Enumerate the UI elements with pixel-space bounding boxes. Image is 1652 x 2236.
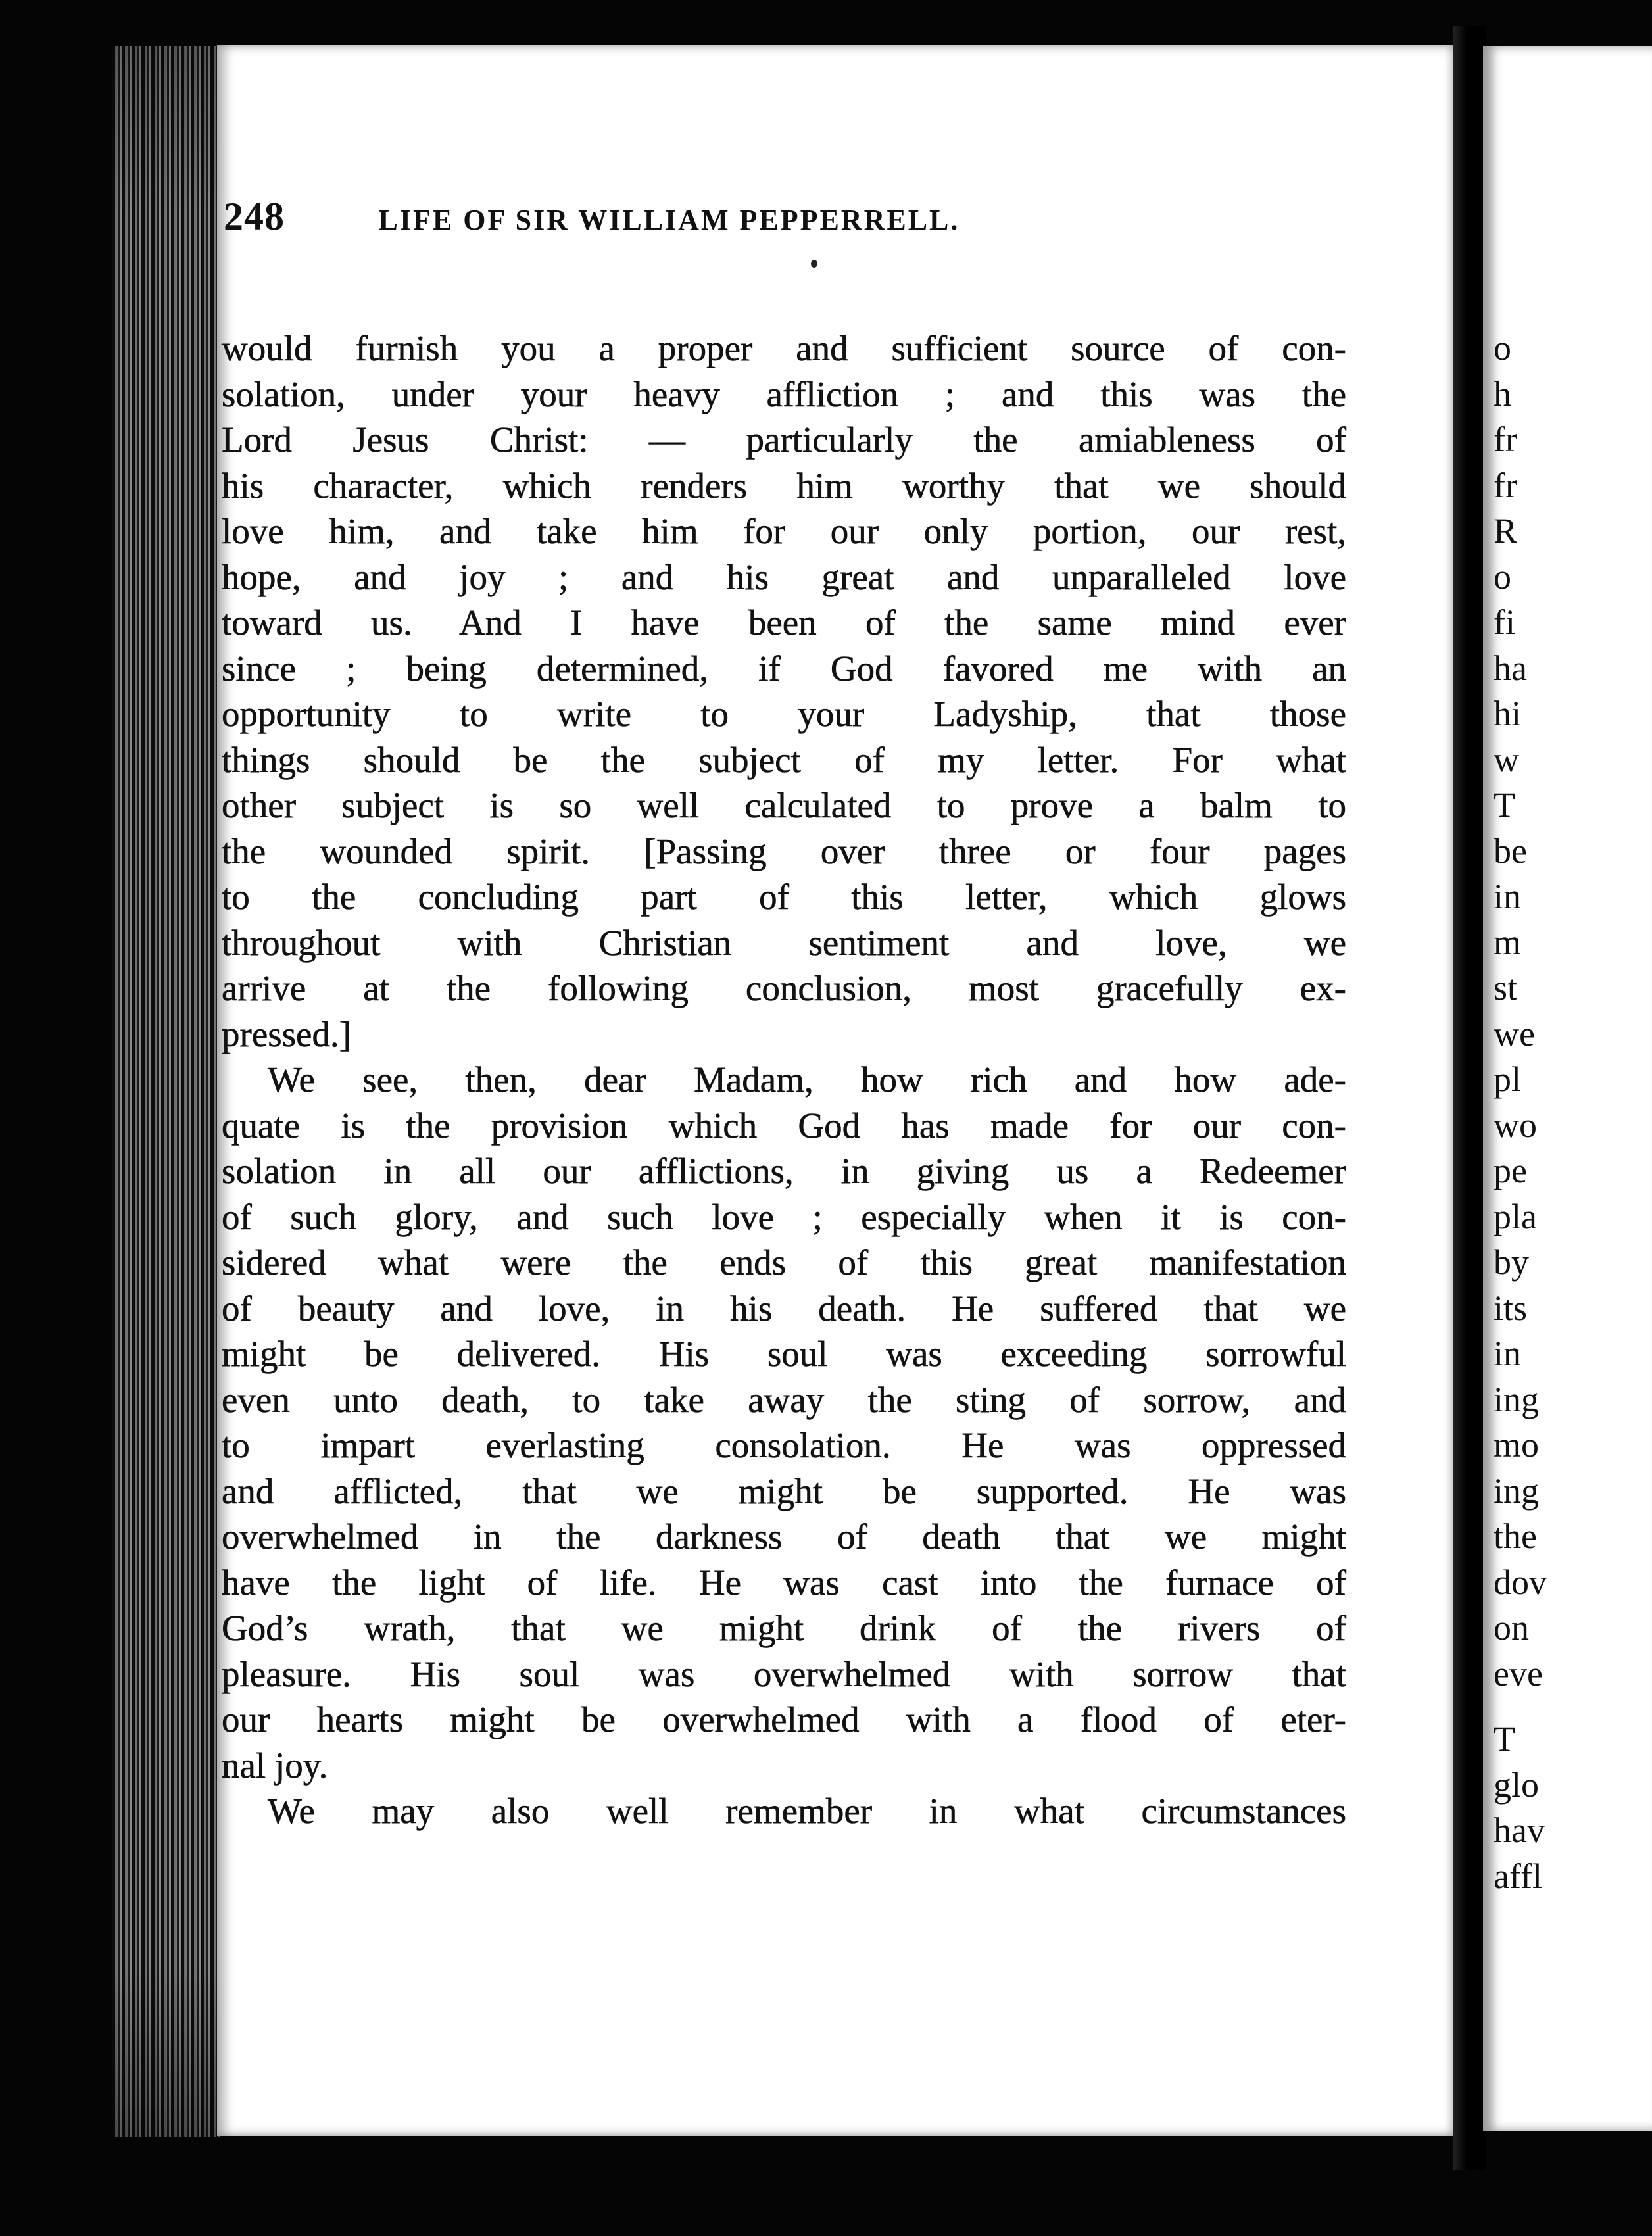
text-line: God’s wrath, that we might drink of the rivers of: [222, 1608, 1346, 1648]
body-text: [222, 326, 1346, 1834]
right-page-line-fragment: wo: [1494, 1105, 1537, 1145]
text-line: his character, which renders him worthy that we should: [222, 465, 1346, 506]
paragraph-start-line: We may also well remember in what circumstances: [268, 1791, 1346, 1831]
text-line: and afflicted, that we might be supported. He was: [222, 1470, 1346, 1511]
text-line: to the concluding part of this letter, which glows: [222, 877, 1346, 917]
right-page-line-fragment: h: [1494, 374, 1511, 414]
text-line: solation in all our afflictions, in giving us a Redeemer: [222, 1151, 1346, 1191]
text-line: Lord Jesus Christ: — particularly the amiableness of: [222, 420, 1346, 460]
right-page-line-fragment: pe: [1494, 1151, 1527, 1190]
right-page-line-fragment: its: [1494, 1288, 1528, 1328]
text-line: of such glory, and such love ; especially when it is con-: [222, 1196, 1346, 1237]
text-line: hope, and joy ; and his great and unparalleled love: [222, 556, 1346, 597]
text-line: our hearts might be overwhelmed with a flood of eter-: [222, 1699, 1346, 1739]
text-line: overwhelmed in the darkness of death that we might: [222, 1517, 1346, 1557]
right-page-line-fragment: ing: [1494, 1470, 1540, 1511]
text-line: to impart everlasting consolation. He was oppressed: [222, 1425, 1346, 1465]
right-page-line-fragment: w: [1494, 739, 1519, 779]
right-page-line-fragment: in: [1494, 1334, 1522, 1373]
right-page-line-fragment: pl: [1494, 1059, 1522, 1099]
text-line: sidered what were the ends of this great manifestation: [222, 1242, 1346, 1282]
right-page-line-fragment: glo: [1494, 1764, 1540, 1805]
right-page-line-fragment: fr: [1494, 420, 1517, 459]
right-page-line-fragment: by: [1494, 1242, 1529, 1282]
text-line: would furnish you a proper and sufficient source of con-: [222, 328, 1346, 368]
right-page-line-fragment: eve: [1494, 1653, 1543, 1693]
right-page-line-fragment: fr: [1494, 465, 1517, 505]
right-page-line-fragment: pla: [1494, 1196, 1537, 1236]
right-page-line-fragment: mo: [1494, 1425, 1540, 1465]
text-line: arrive at the following conclusion, most gracefully ex-: [222, 968, 1346, 1008]
text-line: might be delivered. His soul was exceeding sorrowful: [222, 1334, 1346, 1374]
text-line: the wounded spirit. [Passing over three or four pages: [222, 831, 1346, 871]
right-page-line-fragment: be: [1494, 831, 1527, 871]
text-line: things should be the subject of my letter. For what: [222, 739, 1346, 780]
text-line: pressed.]: [222, 1013, 352, 1054]
printer-mark: [811, 260, 817, 268]
text-line: even unto death, to take away the sting of sorrow, and: [222, 1379, 1346, 1420]
right-page-fragment: [1483, 46, 1652, 2131]
text-line: of beauty and love, in his death. He suffered that we: [222, 1288, 1346, 1328]
right-page-line-fragment: dov: [1494, 1562, 1547, 1602]
text-line: solation, under your heavy affliction ; and this was the: [222, 374, 1346, 414]
right-page-line-fragment: R: [1494, 511, 1518, 550]
text-line: throughout with Christian sentiment and love, we: [222, 922, 1346, 963]
text-line: since ; being determined, if God favored me with an: [222, 648, 1346, 689]
right-page-line-fragment: the: [1494, 1517, 1537, 1556]
running-title: LIFE OF SIR WILLIAM PEPPERRELL.: [378, 204, 960, 236]
text-line: quate is the provision which God has made for our con-: [222, 1105, 1346, 1146]
right-page-line-fragment: hi: [1494, 694, 1522, 733]
right-page-line-fragment: on: [1494, 1608, 1529, 1647]
right-page-line-fragment: o: [1494, 328, 1511, 368]
right-page-line-fragment: o: [1494, 556, 1511, 596]
text-line: nal joy.: [222, 1745, 328, 1786]
paragraph-start-line: We see, then, dear Madam, how rich and how ade-: [268, 1059, 1346, 1100]
page-edge-stack: [112, 46, 220, 2137]
right-page-line-fragment: m: [1494, 922, 1522, 962]
page-number: 248: [224, 195, 285, 238]
text-line: pleasure. His soul was overwhelmed with sorrow that: [222, 1653, 1346, 1694]
text-line: opportunity to write to your Ladyship, that those: [222, 694, 1346, 734]
right-page-line-fragment: fi: [1494, 602, 1515, 642]
right-page-line-fragment: ha: [1494, 648, 1527, 688]
right-page-line-fragment: we: [1494, 1013, 1535, 1054]
text-line: love him, and take him for our only portion, our rest,: [222, 511, 1346, 551]
right-page-line-fragment: in: [1494, 877, 1522, 916]
text-line: other subject is so well calculated to prove a balm to: [222, 785, 1346, 825]
text-line: toward us. And I have been of the same mind ever: [222, 602, 1346, 643]
right-page-line-fragment: affl: [1494, 1856, 1542, 1896]
book-gutter: [1453, 26, 1486, 2170]
right-page-line-fragment: hav: [1494, 1811, 1545, 1850]
right-page-line-fragment: T: [1494, 785, 1515, 825]
right-page-line-fragment: T: [1494, 1719, 1515, 1759]
running-head: [224, 194, 1177, 239]
text-line: have the light of life. He was cast into the furnace of: [222, 1562, 1346, 1603]
right-page-line-fragment: ing: [1494, 1379, 1540, 1419]
right-page-line-fragment: st: [1494, 968, 1518, 1008]
